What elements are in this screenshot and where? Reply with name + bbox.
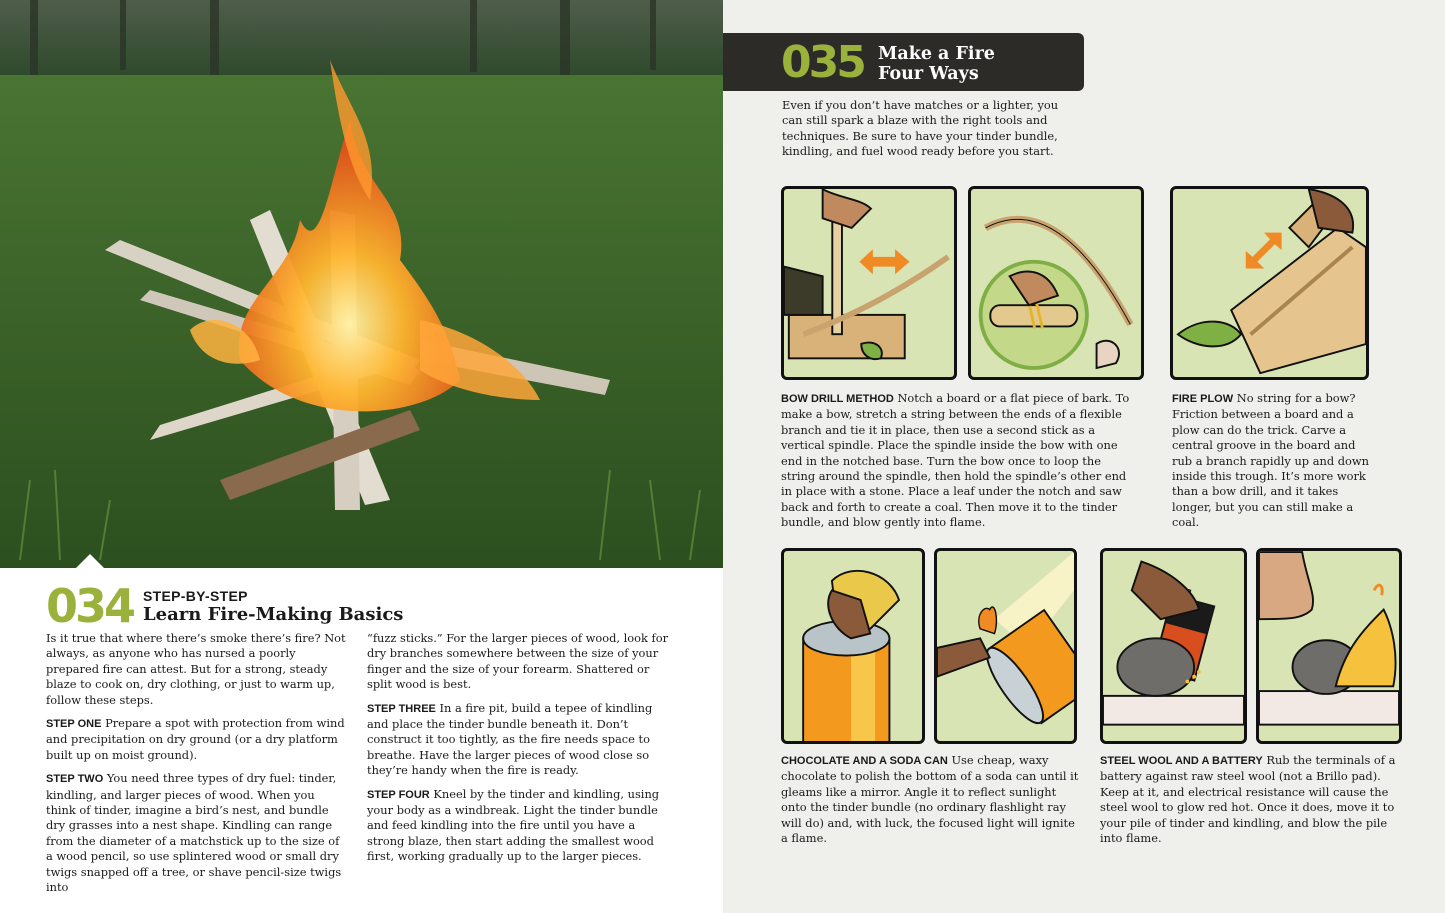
step-continuation: “fuzz sticks.” For the larger pieces of wood, look for dry branches somewhere between the size of your finger and the size of your forearm. Shattered or split wood is best. bbox=[367, 631, 669, 692]
section-kicker: STEP-BY-STEP bbox=[143, 588, 248, 604]
blow-into-flame-illustration bbox=[1256, 548, 1402, 744]
title-line: Make a Fire bbox=[878, 44, 995, 64]
title-line: Four Ways bbox=[878, 64, 979, 84]
arrow-icon bbox=[859, 249, 909, 274]
step-label: STEP ONE bbox=[46, 718, 102, 731]
intro-paragraph: Even if you don’t have matches or a lighter, you can still spark a blaze with the right tools and techniques. Be sure to have your tinder bundle, kindling, and fuel wood ready before you start. bbox=[782, 98, 1059, 159]
bow-tying-illustration bbox=[968, 186, 1144, 380]
section-title bbox=[878, 44, 1078, 84]
step-paragraph bbox=[46, 716, 346, 763]
campfire-photo bbox=[0, 0, 723, 568]
step-text: Prepare a spot with protection from wind and precipitation on dry ground (or a dry platform built up on moist ground). bbox=[46, 716, 345, 762]
intro-paragraph: Is it true that where there’s smoke there’s fire? Not always, as anyone who has nursed a poorly prepared fire can attest. But for a strong, steady blaze to cook on, dry clothing, or just to warm up, follow these steps. bbox=[46, 631, 346, 707]
method-text: No string for a bow? Friction between a board and a plow can do the trick. Carve a central groove in the board and rub a branch rapidly up and down inside this trough. It’s more work than a bow drill, and it takes longer, but you can still make a coal. bbox=[1172, 391, 1369, 530]
method-description bbox=[781, 753, 1081, 846]
method-label: FIRE PLOW bbox=[1172, 393, 1234, 405]
section-number: 034 bbox=[46, 579, 134, 633]
method-description bbox=[1100, 753, 1405, 846]
method-text: Notch a board or a flat piece of bark. To make a bow, stretch a string between the ends of a flexible branch and tie it in place, then use a second stick as a vertical spindle. Place the spindle inside the bow with one end in the notched base. Turn the bow once to loop the string around the spindle, then hold the spindle’s other end in place with a stone. Place a leaf under the notch and saw back and forth to create a coal. Then move it to the tinder bundle, and blow gently into flame. bbox=[781, 391, 1130, 530]
steel-wool-battery-illustration bbox=[1100, 548, 1247, 744]
bow-drill-illustration bbox=[781, 186, 957, 380]
text-column-2 bbox=[367, 631, 669, 873]
method-description bbox=[1172, 391, 1372, 531]
step-label: STEP THREE bbox=[367, 702, 436, 715]
soda-can-polish-illustration bbox=[781, 548, 925, 744]
method-description bbox=[781, 391, 1136, 531]
text-column-1 bbox=[46, 631, 346, 904]
soda-can-reflect-illustration bbox=[934, 548, 1077, 744]
step-text: Kneel by the tinder and kindling, using your body as a windbreak. Light the tinder bundle and feed kindling into the fire until you have a strong blaze, then start adding the smallest wood first, working gradually up to the larger pieces. bbox=[367, 786, 660, 864]
method-label: BOW DRILL METHOD bbox=[781, 393, 894, 405]
section-header bbox=[723, 33, 1084, 91]
method-text: Use cheap, waxy chocolate to polish the bottom of a soda can until it gleams like a mirror. Angle it to reflect sunlight onto the tinder bundle (no ordinary flashlight ray will do) and, with luck, the focused light will ignite a flame. bbox=[781, 753, 1079, 846]
method-label: STEEL WOOL AND A BATTERY bbox=[1100, 755, 1263, 767]
step-paragraph bbox=[46, 771, 346, 895]
step-paragraph bbox=[367, 787, 669, 865]
step-label: STEP FOUR bbox=[367, 788, 430, 801]
section-title: Learn Fire-Making Basics bbox=[143, 604, 404, 625]
step-text: In a fire pit, build a tepee of kindling and place the tinder bundle beneath it. Don’t construct it too tightly, as the fire needs space to breathe. Have the larger pieces of wood close so they’re handy when the fire is ready. bbox=[367, 700, 653, 778]
method-label: CHOCOLATE AND A SODA CAN bbox=[781, 755, 948, 767]
section-number: 035 bbox=[781, 37, 864, 88]
method-text: Rub the terminals of a battery against raw steel wool (not a Brillo pad). Keep at it, and electrical resistance will cause the steel wool to glow red hot. Once it does, move it to your pile of tinder and kindling, and blow the pile into flame. bbox=[1100, 753, 1396, 846]
step-paragraph bbox=[367, 701, 669, 779]
arrow-icon bbox=[1246, 233, 1282, 269]
fire-plow-illustration bbox=[1170, 186, 1369, 380]
step-text: You need three types of dry fuel: tinder, kindling, and larger pieces of wood. When you think of tinder, imagine a bird’s nest, and bundle dry grasses into a nest shape. Kindling can range from the diameter of a matchstick up to the size of a wood pencil, so use splintered wood or small dry twigs snapped off a tree, or shave pencil-size twigs into bbox=[46, 771, 342, 895]
caption-pointer bbox=[75, 554, 105, 569]
step-label: STEP TWO bbox=[46, 773, 104, 786]
right-page bbox=[723, 0, 1445, 913]
